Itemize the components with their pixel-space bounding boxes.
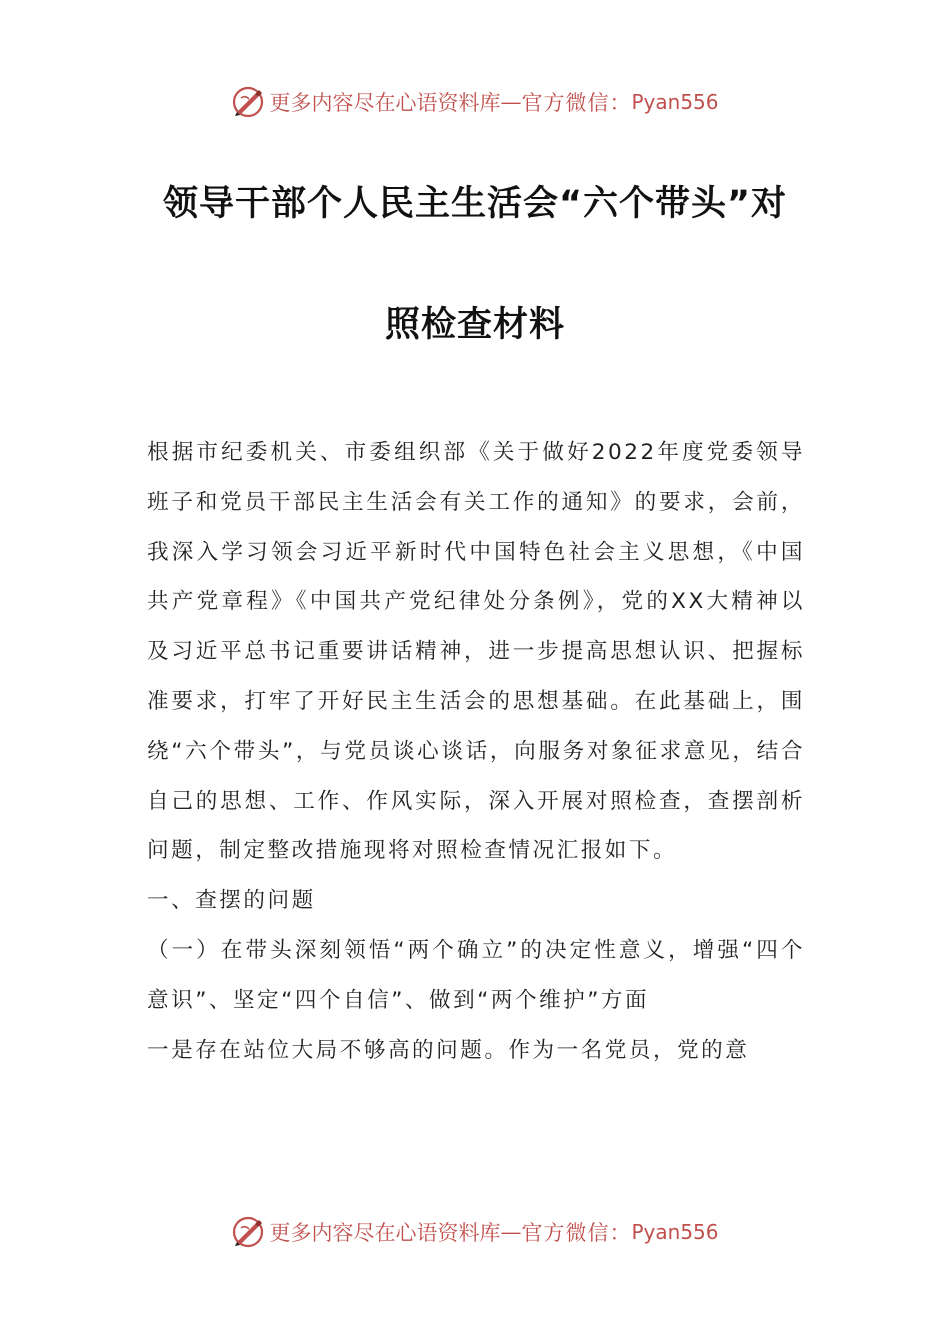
document-title-line-1: 领导干部个人民主生活会“六个带头”对 <box>162 184 787 224</box>
watermark-dash: — <box>500 1220 522 1244</box>
watermark-wechat-id: Pyan556 <box>631 1220 719 1244</box>
pen-logo-icon <box>231 1215 265 1249</box>
watermark-wechat-label: 官方微信： <box>521 1221 632 1245</box>
watermark-site-text: 更多内容尽在心语资料库 <box>269 1221 501 1245</box>
pen-logo-icon <box>231 85 265 119</box>
section-heading: 一、查摆的问题 <box>147 888 316 914</box>
watermark-wechat-id: Pyan556 <box>631 90 719 114</box>
watermark-wechat-label: 官方微信： <box>521 91 632 115</box>
watermark-dash: — <box>500 90 522 114</box>
watermark-header <box>0 82 950 122</box>
body-paragraph-intro: 根据市纪委机关、市委组织部《关于做好2022年度党委领导班子和党员干部民主生活会有关工作的通知》的要求，会前，我深入学习领会习近平新时代中国特色社会主义思想，《中国共产党章程》《中国共产党纪律处分条例》，党的XX大精神以及习近平总书记重要讲话精神，进一步提高思想认识、把握标准要求，打牢了开好民主生活会的思想基础。在此基础上，围绕“六个带头”，与党员谈心谈话，向服务对象征求意见，结合自己的思想、工作、作风实际，深入开展对照检查，查摆剖析问题，制定整改措施现将对照检查情况汇报如下。 <box>147 440 805 864</box>
subsection-heading: （一）在带头深刻领悟“两个确立”的决定性意义，增强“四个意识”、坚定“四个自信”、做到“两个维护”方面 <box>147 937 805 1013</box>
watermark-footer <box>0 1212 950 1252</box>
watermark-site-text: 更多内容尽在心语资料库 <box>269 91 501 115</box>
document-body <box>147 428 805 1075</box>
document-title-line-2: 照检查材料 <box>384 305 565 345</box>
body-paragraph-point-1: 一是存在站位大局不够高的问题。作为一名党员，党的意 <box>147 1037 750 1063</box>
